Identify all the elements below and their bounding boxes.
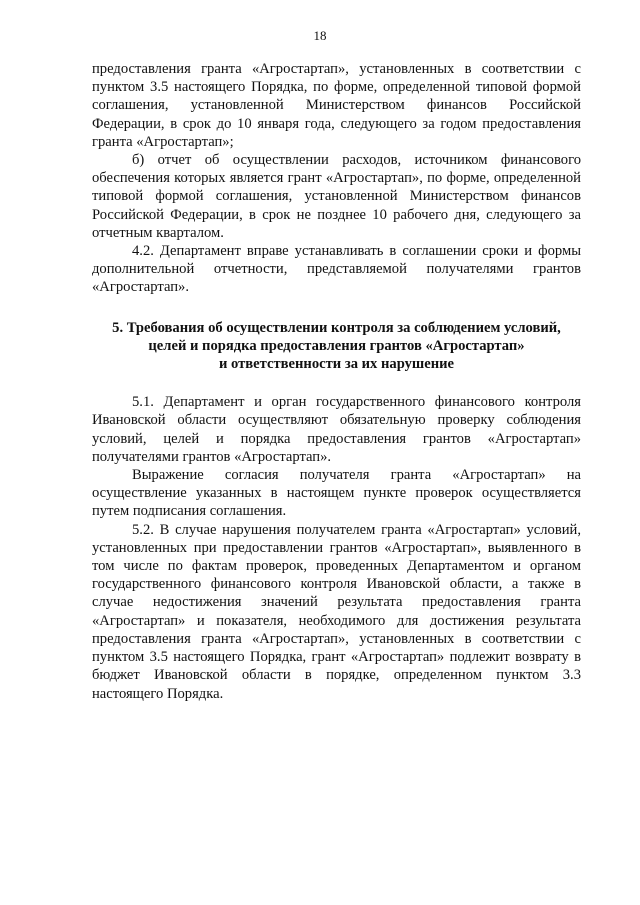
- paragraph-item-b: б) отчет об осуществлении расходов, источником финансового обеспечения которых является грант «Агростартап», по форме, определенной типовой формой соглашения, установленной Министерством финансов Российской Федерации, в срок не позднее 10 рабочего дня, следующего за отчетным кварталом.: [92, 152, 581, 241]
- section-heading-line-3: и ответственности за их нарушение: [218, 356, 455, 373]
- paragraph-continuation: предоставления гранта «Агростартап», установленных в соответствии с пунктом 3.5 настоящего Порядка, по форме, определенной типовой формой соглашения, установленной Министерством финансов Российской Федерации, в срок до 10 января года, следующего за годом предоставления гранта «Агростартап»;: [92, 61, 581, 150]
- paragraph-consent: Выражение согласия получателя гранта «Агростартап» на осуществление указанных в настоящем пункте проверок осуществляется путем подписания соглашения.: [92, 467, 581, 520]
- section-heading: [92, 319, 581, 374]
- paragraph-4-2: 4.2. Департамент вправе устанавливать в соглашении сроки и формы дополнительной отчетности, представляемой получателями грантов «Агростартап».: [92, 243, 581, 296]
- paragraph-5-2: 5.2. В случае нарушения получателем гранта «Агростартап» условий, установленных при предоставлении грантов «Агростартап», выявленного в том числе по фактам проверок, проведенных Департаментом и органом государственного финансового контроля Ивановской области, а также в случае недостижения значений результата предоставления гранта «Агростартап» и показателя, необходимого для достижения результата предоставления гранта «Агростартап», установленных в соответствии с пунктом 3.5 настоящего Порядка, грант «Агростартап» подлежит возврату в бюджет Ивановской области в порядке, определенном пунктом 3.3 настоящего Порядка.: [92, 521, 581, 702]
- paragraph-5-1: 5.1. Департамент и орган государственного финансового контроля Ивановской области осуществляют обязательную проверку соблюдения условий, целей и порядка предоставления грантов «Агростартап» получателями грантов «Агростартап».: [92, 394, 581, 465]
- section-heading-line-2: целей и порядка предоставления грантов «Агростартап»: [148, 337, 525, 354]
- page-number: 18: [313, 28, 327, 43]
- document-body: [92, 60, 581, 703]
- section-heading-line-1: 5. Требования об осуществлении контроля за соблюдением условий,: [112, 319, 561, 336]
